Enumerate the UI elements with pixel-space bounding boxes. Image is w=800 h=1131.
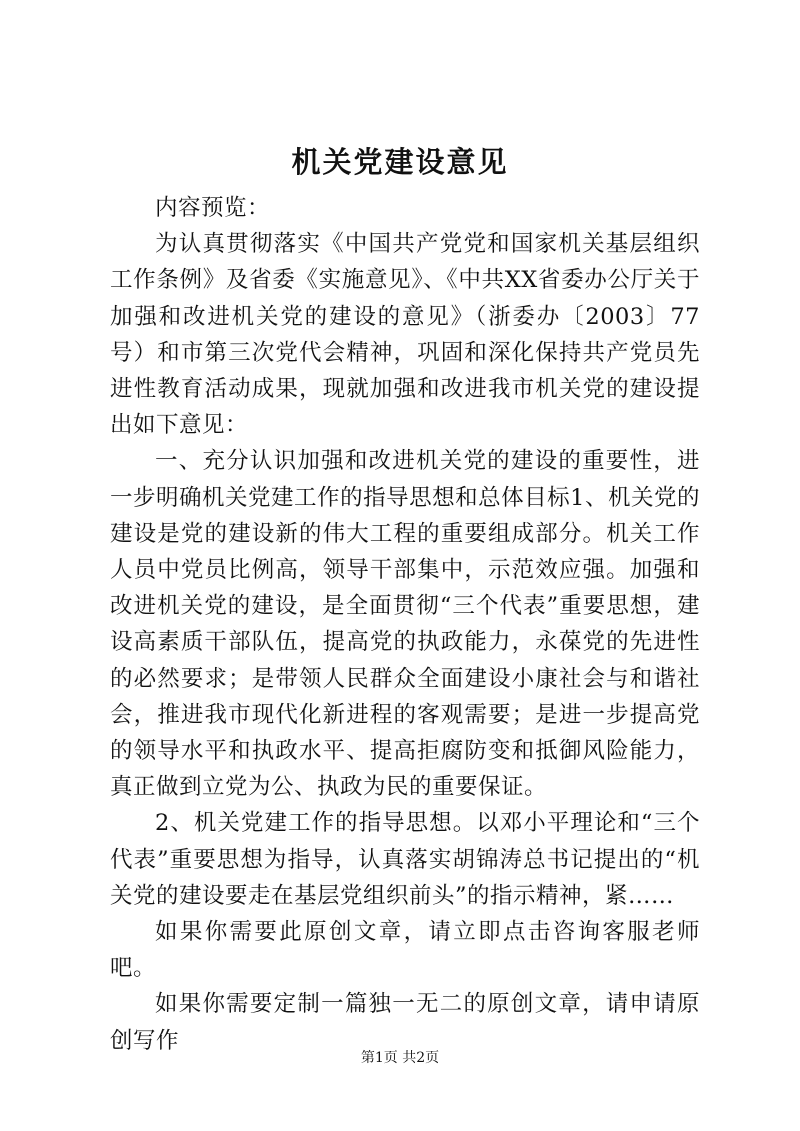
- paragraph-intro: 为认真贯彻落实《中国共产党党和国家机关基层组织工作条例》及省委《实施意见》、《中共XX省委办公厅关于加强和改进机关党的建设的意见》（浙委办〔2003〕77号）和市第三次党代会精神，巩固和深化保持共产党员先进性教育活动成果，现就加强和改进我市机关党的建设提出如下意见：: [110, 231, 700, 439]
- page-footer: 第1页 共2页: [360, 1050, 440, 1066]
- document-body: [110, 190, 700, 1059]
- page-title: 机关党建设意见: [291, 145, 509, 179]
- paragraph-custom-writing[interactable]: 如果你需要定制一篇独一无二的原创文章，请申请原创写作: [110, 991, 700, 1054]
- paragraph-preview-label: 内容预览：: [155, 195, 271, 221]
- paragraph-guiding-thought: 2、机关党建工作的指导思想。以邓小平理论和“三个代表”重要思想为指导，认真落实胡锦涛总书记提出的“机关党的建设要走在基层党组织前头”的指示精神，紧……: [110, 810, 700, 909]
- paragraph-contact-service[interactable]: 如果你需要此原创文章，请立即点击咨询客服老师吧。: [110, 919, 700, 982]
- paragraph-section-one: 一、充分认识加强和改进机关党的建设的重要性，进一步明确机关党建工作的指导思想和总体目标1、机关党的建设是党的建设新的伟大工程的重要组成部分。机关工作人员中党员比例高，领导干部集中，示范效应强。加强和改进机关党的建设，是全面贯彻“三个代表”重要思想，建设高素质干部队伍，提高党的执政能力，永葆党的先进性的必然要求；是带领人民群众全面建设小康社会与和谐社会，推进我市现代化新进程的客观需要；是进一步提高党的领导水平和执政水平、提高拒腐防变和抵御风险能力，真正做到立党为公、执政为民的重要保证。: [110, 448, 700, 801]
